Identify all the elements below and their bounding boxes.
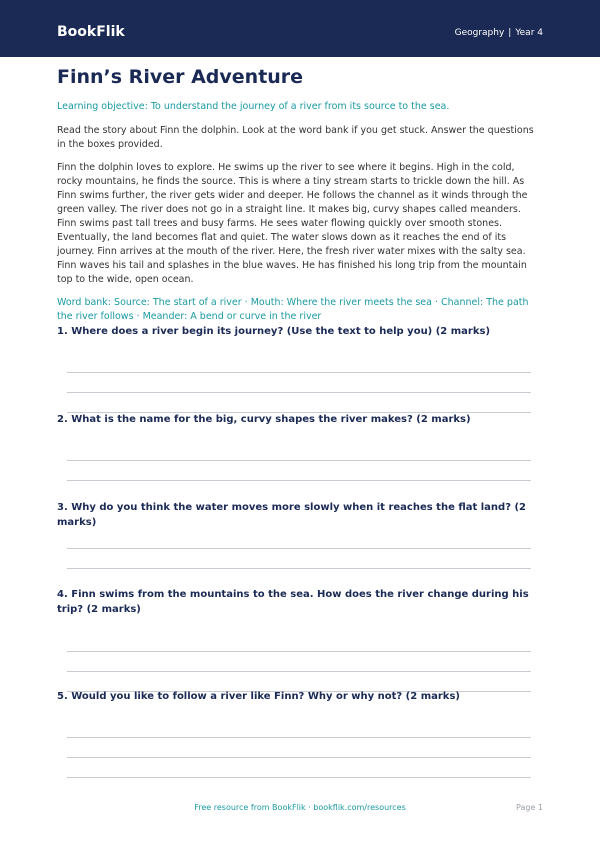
question-4-text: 4. Finn swims from the mountains to the sea. How does the river change during his trip? (2 marks) [57, 589, 529, 615]
footer-credit-link[interactable]: Free resource from BookFlik · bookflik.com/resources [194, 803, 406, 812]
page-number: Page 1 [516, 803, 543, 812]
answer-line[interactable] [67, 548, 531, 549]
story-text: Finn the dolphin loves to explore. He swims up the river to see where it begins. High in the cold, rocky mountains, he finds the source. This is where a tiny stream starts to trickle down the hill. As Finn swims further, the river gets wider and deeper. He follows the channel as it winds through the green valley. The river does not go in a straight line. It makes big, curvy shapes called meanders. Finn swims past tall trees and busy farms. He sees water flowing quickly over smooth stones. Eventually, the land becomes flat and quiet. The water slows down as it reaches the end of its journey. Finn arrives at the mouth of the river. Here, the fresh river water mixes with the salty sea. Finn waves his tail and splashes in the blue waves. He has finished his long trip from the mountain top to the wide, open ocean. [57, 162, 528, 285]
answer-line[interactable] [67, 651, 531, 652]
question-1 [57, 324, 543, 339]
brand-logo-text: BookFlik [57, 24, 125, 40]
question-2 [57, 412, 543, 427]
answer-line[interactable] [67, 757, 531, 758]
question-1-text: 1. Where does a river begin its journey? (Use the text to help you) (2 marks) [57, 326, 491, 337]
question-5-text: 5. Would you like to follow a river like Finn? Why or why not? (2 marks) [57, 691, 460, 702]
question-3 [57, 500, 543, 530]
subject-label: Geography [454, 28, 505, 38]
worksheet-intro [57, 64, 543, 324]
learning-objective: Learning objective: To understand the journey of a river from its source to the sea. [57, 101, 450, 112]
question-2-text: 2. What is the name for the big, curvy shapes the river makes? (2 marks) [57, 414, 471, 425]
instructions-text: Read the story about Finn the dolphin. Look at the word bank if you get stuck. Answer the questions in the boxes provided. [57, 125, 534, 150]
page-header [0, 0, 600, 57]
answer-line[interactable] [67, 568, 531, 569]
answer-line[interactable] [67, 372, 531, 373]
answer-line[interactable] [67, 737, 531, 738]
word-bank: Word bank: Source: The start of a river · Mouth: Where the river meets the sea · Channel: The path the river follows · Meander: A bend or curve in the river [57, 297, 529, 322]
question-3-text: 3. Why do you think the water moves more slowly when it reaches the flat land? (2 marks) [57, 502, 527, 528]
question-4 [57, 587, 543, 617]
answer-line[interactable] [67, 480, 531, 481]
page-title: Finn’s River Adventure [57, 66, 304, 88]
answer-line[interactable] [67, 671, 531, 672]
subject-year-label [455, 26, 543, 40]
header-separator: | [508, 28, 512, 38]
page-footer [0, 801, 600, 815]
question-5 [57, 689, 543, 704]
answer-line[interactable] [67, 392, 531, 393]
answer-line[interactable] [67, 777, 531, 778]
answer-line[interactable] [67, 460, 531, 461]
year-label: Year 4 [515, 28, 543, 38]
